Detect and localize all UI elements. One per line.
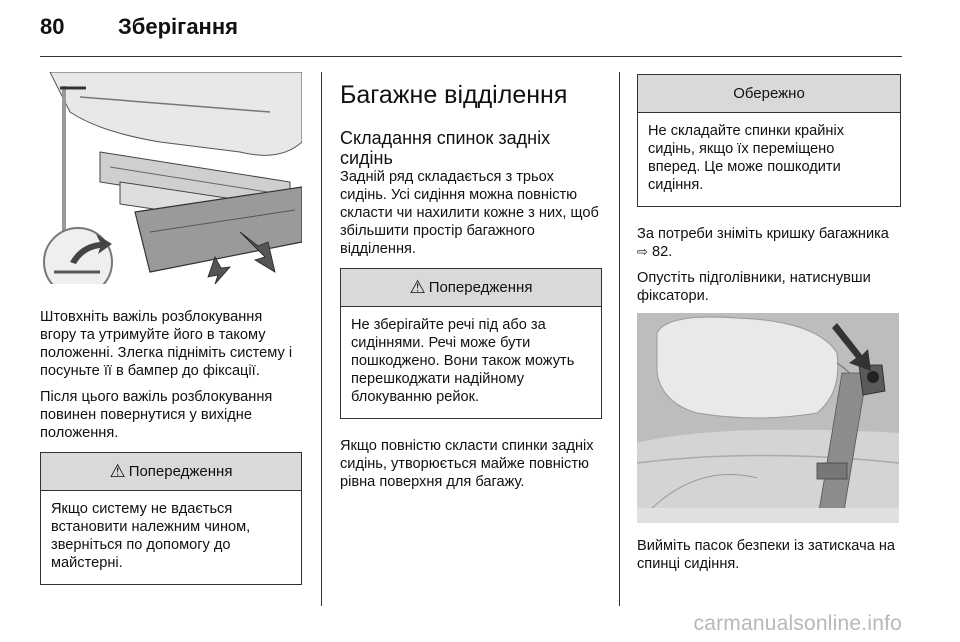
tow-bar-illustration: [40, 72, 302, 284]
column-divider-1: [321, 72, 322, 606]
caution-header: [638, 75, 900, 113]
col2-warning-box: [340, 268, 602, 419]
col2-warning-title: Попередження: [428, 279, 533, 296]
arrow-ref-icon: ⇨: [637, 244, 648, 259]
col3-paragraph-3: Вийміть пасок безпеки із затискача на спинці сидіння.: [637, 538, 896, 572]
warning-triangle-icon: ⚠: [409, 277, 426, 297]
rear-seat-drawing: [637, 313, 899, 523]
col1-paragraph-2: Після цього важіль розблокування повинен повернутися у вихідне положення.: [40, 389, 273, 441]
tow-bar-drawing: [40, 72, 302, 284]
section-title: Зберігання: [118, 14, 238, 39]
col2-warning-text: Не зберігайте речі під або за сидіннями. Речі може бути пошкоджено. Вони також можуть перешкоджати надійному блокуванню рейок.: [351, 317, 575, 405]
col2-paragraph-2: Якщо повністю скласти спинки задніх сидінь, утворюється майже повністю рівна поверхня для багажу.: [340, 438, 594, 490]
column-3: [637, 72, 901, 581]
col2-paragraph-1: Задній ряд складається з трьох сидінь. Усі сидіння можна повністю скласти чи нахилити кожне з них, щоб збільшити простір багажного відділення.: [340, 169, 599, 257]
col3-paragraph-2: Опустіть підголівники, натиснувши фіксатори.: [637, 270, 871, 304]
column-divider-2: [619, 72, 620, 606]
caution-title: Обережно: [733, 85, 805, 102]
column-2: [340, 72, 602, 499]
col1-warning-box: [40, 452, 302, 585]
col3-paragraph-1: [637, 225, 901, 261]
header-rule: [40, 56, 902, 57]
col1-warning-title: Попередження: [128, 463, 233, 480]
rear-seat-illustration: [637, 313, 899, 523]
caution-box: [637, 74, 901, 207]
col1-paragraph-1: Штовхніть важіль розблокування вгору та утримуйте його в такому положенні. Злегка підніміть систему і посуньте її в бампер до фіксації.: [40, 309, 293, 379]
warning-triangle-icon: ⚠: [109, 461, 126, 481]
caution-text: Не складайте спинки крайніх сидінь, якщо їх переміщено вперед. Це може пошкодити сидіння.: [648, 123, 845, 193]
page-header: [40, 14, 238, 46]
subsection-heading: Складання спинок задніх сидінь: [340, 128, 551, 168]
page-number: 80: [40, 14, 65, 39]
col1-warning-text: Якщо систему не вдається встановити належним чином, зверніться по допомогу до майстерні.: [51, 501, 251, 571]
column-1: [40, 72, 302, 603]
watermark: carmanualsonline.info: [693, 612, 902, 635]
col2-warning-header: [341, 269, 601, 307]
section-heading: Багажне відділення: [340, 81, 568, 109]
col1-warning-header: [41, 453, 301, 491]
page-reference-link[interactable]: 82.: [651, 244, 673, 260]
col3-paragraph-1-text: За потреби зніміть кришку багажника: [637, 226, 889, 242]
